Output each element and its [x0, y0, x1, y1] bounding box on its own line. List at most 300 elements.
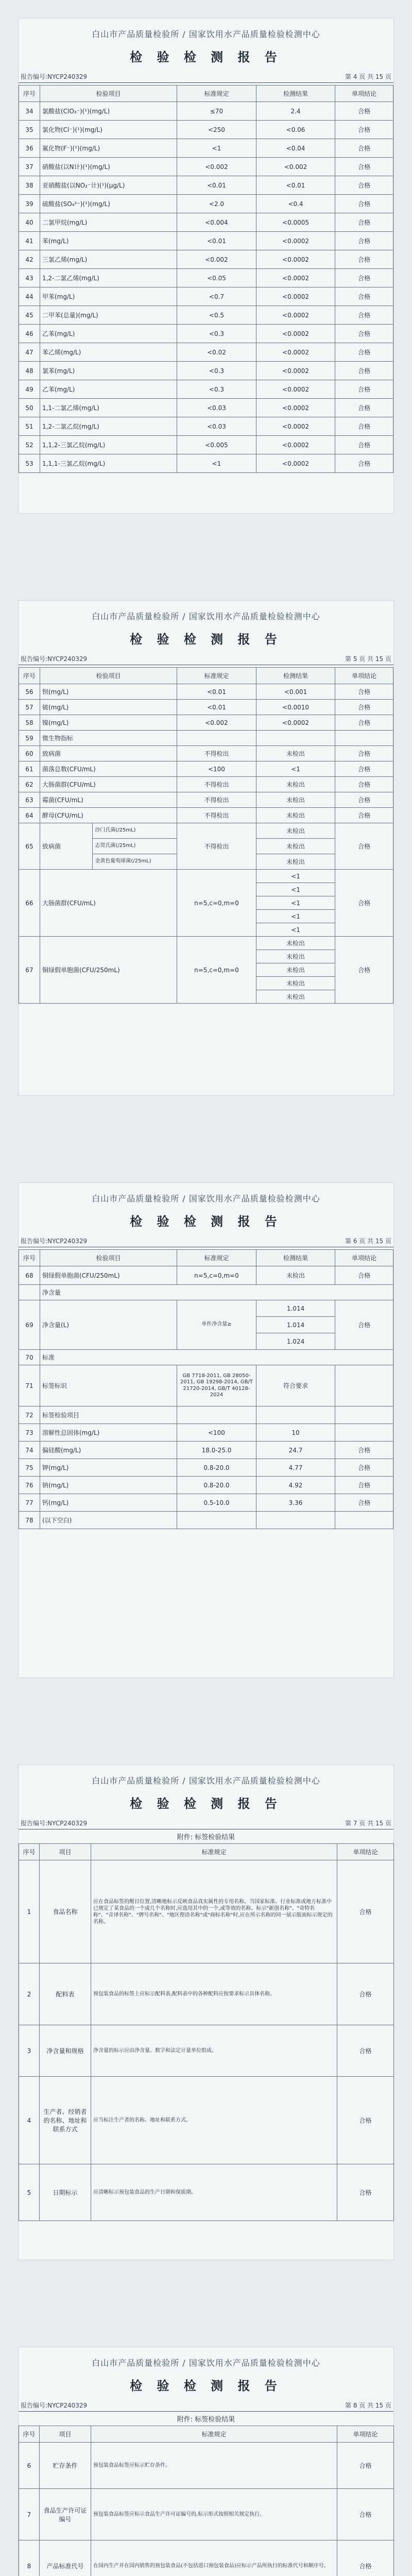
- row-judgement: 合格: [335, 195, 393, 213]
- table-row: [19, 306, 393, 325]
- row-judgement: 合格: [337, 2077, 394, 2164]
- table-row: [19, 195, 393, 213]
- row-no: 70: [19, 1350, 40, 1365]
- table-row: [19, 1963, 394, 2025]
- col-item: 检验项目: [40, 1250, 177, 1266]
- row-no: 8: [19, 2540, 40, 2576]
- row-judgement: 合格: [335, 700, 393, 715]
- row-item: 氯酸盐(ClO₃⁻)(¹)(mg/L): [40, 102, 177, 121]
- row-item: 净含量和规格: [40, 2025, 91, 2077]
- table-row: [19, 2025, 394, 2077]
- row-standard: 净含量的标示应由净含量、数字和法定计量单位组成。: [91, 2025, 337, 2077]
- row-item: 甲苯(mg/L): [40, 287, 177, 306]
- table-row: [19, 2443, 394, 2489]
- row-item: 产品标准代号: [40, 2540, 91, 2576]
- report-title: 检 验 检 测 报 告: [130, 632, 282, 647]
- row-result: 未检出: [256, 937, 335, 950]
- row-item: 酵母(CFU/mL): [40, 808, 177, 823]
- col-judgement: 单项结论: [337, 1844, 394, 1860]
- row-result: [256, 1406, 335, 1424]
- col-result: 检测结果: [256, 86, 335, 102]
- row-standard: n=5,c=0,m=0: [177, 1266, 256, 1285]
- row-item: 钙(mg/L): [40, 1494, 177, 1512]
- report-page-4: [19, 1765, 393, 2260]
- row-standard: 应清晰标示预包装食品的生产日期和保质期。: [91, 2164, 337, 2221]
- row-result: 未检出: [256, 963, 335, 977]
- agency-name: 白山市产品质量检验所 / 国家饮用水产品质量检验检测中心: [92, 2358, 320, 2368]
- row-judgement: 合格: [335, 792, 393, 808]
- section-label: 净含量: [40, 1285, 393, 1300]
- row-standard: ≤70: [177, 102, 256, 121]
- table-row: [19, 808, 393, 823]
- row-result: <0.0005: [256, 213, 335, 232]
- agency-name: 白山市产品质量检验所 / 国家饮用水产品质量检验检测中心: [92, 29, 320, 39]
- row-standard: <0.002: [177, 250, 256, 269]
- col-item: 检验项目: [40, 86, 177, 102]
- row-result: <0.0002: [256, 325, 335, 343]
- row-no: 56: [19, 684, 40, 700]
- row-judgement: [335, 1365, 393, 1406]
- table-row: [19, 325, 393, 343]
- row-item: 贮存条件: [40, 2443, 91, 2489]
- row-result: 未检出: [256, 823, 335, 839]
- row-standard: 不得检出: [177, 823, 256, 870]
- row-result: 10: [256, 1424, 335, 1442]
- page-info: 第 8 页 共 15 页: [345, 2402, 391, 2409]
- table-row: [19, 1860, 394, 1963]
- row-judgement: 合格: [335, 1459, 393, 1477]
- row-standard: 应当标注生产者的名称、地址和联系方式。: [91, 2077, 337, 2164]
- row-result: <0.0002: [256, 417, 335, 436]
- table-row: [19, 287, 393, 306]
- row-item: 铜绿假单胞菌(CFU/250mL): [40, 1266, 177, 1285]
- table-row: [19, 731, 393, 746]
- row-result: 符合要求: [256, 1365, 335, 1406]
- row-item: 霉菌(CFU/mL): [40, 792, 177, 808]
- row-standard: 预包装食品的标签上应标示配料表,配料表中的各种配料应按要求标示具体名称。: [91, 1963, 337, 2025]
- row-judgement: 合格: [335, 399, 393, 417]
- label-table: [19, 2426, 394, 2576]
- row-item: 亚硝酸盐(以NO₂⁻计)(¹)(μg/L): [40, 176, 177, 195]
- table-row: [19, 1424, 393, 1442]
- results-body: [19, 1266, 393, 1529]
- row-judgement: [335, 731, 393, 746]
- row-standard: 不得检出: [177, 792, 256, 808]
- row-judgement: 合格: [335, 1442, 393, 1459]
- col-judgement: 单项结论: [335, 86, 393, 102]
- table-row: [19, 937, 393, 950]
- row-no: 40: [19, 213, 40, 232]
- row-no: 45: [19, 306, 40, 325]
- row-standard: n=5,c=0,m=0: [177, 937, 256, 1004]
- col-no: 序号: [19, 86, 40, 102]
- row-judgement: 合格: [335, 325, 393, 343]
- label-body: [19, 2443, 394, 2576]
- table-row: [19, 761, 393, 777]
- table-row: [19, 1512, 393, 1529]
- row-no: 74: [19, 1442, 40, 1459]
- row-item: 镍(mg/L): [40, 715, 177, 731]
- row-standard: <100: [177, 761, 256, 777]
- row-standard: [177, 1406, 256, 1424]
- row-standard: <0.5: [177, 306, 256, 325]
- row-standard: <0.004: [177, 213, 256, 232]
- page-info: 第 4 页 共 15 页: [345, 73, 391, 80]
- row-no: 5: [19, 2164, 40, 2221]
- row-item: 标签检验项目: [40, 1406, 177, 1424]
- table-row: [19, 158, 393, 176]
- row-result: <1: [256, 883, 335, 896]
- table-row: [19, 2077, 394, 2164]
- table-row: [19, 454, 393, 473]
- annex-subtitle: 附件: 标签检验结果: [177, 2416, 235, 2424]
- row-no: 78: [19, 1512, 40, 1529]
- row-no: 35: [19, 121, 40, 139]
- row-standard: n=5,c=0,m=0: [177, 870, 256, 937]
- row-no: 47: [19, 343, 40, 362]
- col-standard: 标准规定: [91, 1844, 337, 1860]
- row-result: <1: [256, 910, 335, 923]
- row-standard: 在国内生产并在国内销售的预包装食品(不包括进口预包装食品)应标示产品所执行的标准代号和顺序号。: [91, 2540, 337, 2576]
- row-no: 77: [19, 1494, 40, 1512]
- row-item: 1,1-二氯乙烯(mg/L): [40, 399, 177, 417]
- col-standard: 标准规定: [91, 2426, 337, 2443]
- row-judgement: 合格: [335, 1300, 393, 1350]
- table-row: [19, 700, 393, 715]
- row-result: 未检出: [256, 746, 335, 761]
- col-no: 序号: [19, 1844, 40, 1860]
- row-judgement: 合格: [335, 761, 393, 777]
- row-item: 苯乙烯(mg/L): [40, 343, 177, 362]
- row-no: 59: [19, 731, 40, 746]
- row-result: <0.04: [256, 139, 335, 158]
- row-standard: 不得检出: [177, 808, 256, 823]
- row-result: 3.36: [256, 1494, 335, 1512]
- row-no: 60: [19, 746, 40, 761]
- row-item: 二甲苯(总量)(mg/L): [40, 306, 177, 325]
- row-no: 63: [19, 792, 40, 808]
- row-standard: <0.03: [177, 399, 256, 417]
- row-judgement: 合格: [337, 2164, 394, 2221]
- table-row: [19, 2540, 394, 2576]
- row-standard: GB 7718-2011, GB 28050-2011, GB 19298-2014, GB/T 21720-2014, GB/T 40128-2024: [177, 1365, 256, 1406]
- row-no: [19, 1285, 40, 1300]
- row-item: 菌落总数(CFU/mL): [40, 761, 177, 777]
- row-standard: <0.05: [177, 269, 256, 287]
- row-item: 标签标识: [40, 1365, 177, 1406]
- table-row: [19, 1266, 393, 1285]
- col-standard: 标准规定: [177, 1250, 256, 1266]
- row-standard: 单件净含量≥: [177, 1300, 256, 1350]
- row-judgement: 合格: [335, 777, 393, 792]
- row-result: <0.002: [256, 158, 335, 176]
- results-table: [19, 667, 393, 1004]
- table-row: [19, 1459, 393, 1477]
- row-standard: <0.02: [177, 343, 256, 362]
- table-row: [19, 102, 393, 121]
- col-judgement: 单项结论: [337, 2426, 394, 2443]
- table-row: [19, 343, 393, 362]
- row-standard: <0.005: [177, 436, 256, 454]
- row-result: 未检出: [256, 977, 335, 990]
- row-item: 1,2-二氯乙烷(mg/L): [40, 417, 177, 436]
- row-judgement: 合格: [335, 417, 393, 436]
- row-standard: <0.3: [177, 362, 256, 380]
- report-page-5: [19, 2347, 393, 2576]
- row-standard: <0.01: [177, 176, 256, 195]
- row-standard: <0.01: [177, 684, 256, 700]
- table-row: [19, 1494, 393, 1512]
- row-judgement: 合格: [335, 362, 393, 380]
- col-standard: 标准规定: [177, 86, 256, 102]
- page-info: 第 7 页 共 15 页: [345, 1820, 391, 1827]
- col-item: 检验项目: [40, 668, 177, 684]
- row-standard: 预包装食品标签应标示贮存条件。: [91, 2443, 337, 2489]
- table-row: [19, 139, 393, 158]
- row-result: [256, 731, 335, 746]
- row-result: 未检出: [256, 1266, 335, 1285]
- row-subitem: 志贺氏菌(/25mL): [93, 839, 177, 854]
- table-row: [19, 1300, 393, 1317]
- row-standard: 0.8-20.0: [177, 1459, 256, 1477]
- col-no: 序号: [19, 668, 40, 684]
- row-no: 6: [19, 2443, 40, 2489]
- row-no: 44: [19, 287, 40, 306]
- row-item: 硫酸盐(SO₄²⁻)(¹)(mg/L): [40, 195, 177, 213]
- row-no: 2: [19, 1963, 40, 2025]
- table-row: [19, 1365, 393, 1406]
- col-judgement: 单项结论: [335, 668, 393, 684]
- agency-name: 白山市产品质量检验所 / 国家饮用水产品质量检验检测中心: [92, 1194, 320, 1204]
- row-standard: <1: [177, 139, 256, 158]
- row-judgement: 合格: [337, 1860, 394, 1963]
- row-result: 2.4: [256, 102, 335, 121]
- table-row: [19, 269, 393, 287]
- table-row: [19, 399, 393, 417]
- row-no: 58: [19, 715, 40, 731]
- row-judgement: 合格: [335, 158, 393, 176]
- table-row: [19, 250, 393, 269]
- row-result: 未检出: [256, 950, 335, 963]
- row-judgement: 合格: [335, 1477, 393, 1494]
- row-item: 铍(mg/L): [40, 700, 177, 715]
- row-judgement: 合格: [335, 937, 393, 1004]
- row-no: 76: [19, 1477, 40, 1494]
- table-row: [19, 232, 393, 250]
- row-result: <0.0002: [256, 269, 335, 287]
- table-row: [19, 213, 393, 232]
- row-standard: <2.0: [177, 195, 256, 213]
- row-no: 7: [19, 2489, 40, 2540]
- row-item: 乙苯(mg/L): [40, 325, 177, 343]
- report-meta: [19, 1236, 393, 1247]
- row-item: 生产者、经销者的名称、地址和联系方式: [40, 2077, 91, 2164]
- row-standard: <1: [177, 454, 256, 473]
- row-result: <0.001: [256, 684, 335, 700]
- row-subitem: 金黄色葡萄球菌(/25mL): [93, 854, 177, 870]
- row-item: 1,1,1-三氯乙烷(mg/L): [40, 454, 177, 473]
- row-no: 64: [19, 808, 40, 823]
- row-item: 氯化物(Cl⁻)(¹)(mg/L): [40, 121, 177, 139]
- row-result: <0.0002: [256, 715, 335, 731]
- row-item: 氟化物(F⁻)(¹)(mg/L): [40, 139, 177, 158]
- row-item: 氯苯(mg/L): [40, 362, 177, 380]
- annex-subtitle: 附件: 标签检验结果: [177, 1834, 235, 1841]
- row-item: 净含量(L): [40, 1300, 177, 1350]
- row-judgement: 合格: [335, 102, 393, 121]
- row-item: 钾(mg/L): [40, 1459, 177, 1477]
- row-judgement: 合格: [335, 746, 393, 761]
- row-standard: 不得检出: [177, 746, 256, 761]
- row-no: 43: [19, 269, 40, 287]
- row-item: 苯(mg/L): [40, 232, 177, 250]
- results-body: [19, 684, 393, 1004]
- row-item: 硝酸盐(以N计)(¹)(mg/L): [40, 158, 177, 176]
- row-no: 50: [19, 399, 40, 417]
- table-row: [19, 1477, 393, 1494]
- row-item: 食品名称: [40, 1860, 91, 1963]
- table-row: [19, 436, 393, 454]
- row-item: 偏硅酸(mg/L): [40, 1442, 177, 1459]
- row-item: 钠(mg/L): [40, 1477, 177, 1494]
- row-item: 大肠菌群(CFU/mL): [40, 777, 177, 792]
- row-standard: [177, 731, 256, 746]
- row-no: 71: [19, 1365, 40, 1406]
- row-no: 42: [19, 250, 40, 269]
- results-body: [19, 102, 393, 473]
- table-row: [19, 715, 393, 731]
- report-title: 检 验 检 测 报 告: [130, 1796, 282, 1811]
- col-item: 项目: [40, 2426, 91, 2443]
- agency-name: 白山市产品质量检验所 / 国家饮用水产品质量检验检测中心: [92, 612, 320, 621]
- row-result: <0.0002: [256, 362, 335, 380]
- row-standard: <0.3: [177, 325, 256, 343]
- row-standard: <0.01: [177, 700, 256, 715]
- report-number: 报告编号:NYCP240329: [21, 1238, 88, 1245]
- row-result: <0.4: [256, 195, 335, 213]
- col-judgement: 单项结论: [335, 1250, 393, 1266]
- row-standard: <0.03: [177, 417, 256, 436]
- row-no: 41: [19, 232, 40, 250]
- row-no: 62: [19, 777, 40, 792]
- table-row: [19, 777, 393, 792]
- row-result: 未检出: [256, 839, 335, 854]
- row-result: <0.0002: [256, 436, 335, 454]
- results-table: [19, 1249, 393, 1529]
- row-no: 37: [19, 158, 40, 176]
- row-standard: 不得检出: [177, 777, 256, 792]
- row-judgement: 合格: [335, 1266, 393, 1285]
- row-standard: 预包装食品标签应标示食品生产许可证编号的,标示形式按照相关规定执行。: [91, 2489, 337, 2540]
- row-result: [256, 1512, 335, 1529]
- row-result: <0.0002: [256, 287, 335, 306]
- row-judgement: 合格: [335, 380, 393, 399]
- report-meta: [19, 72, 393, 83]
- row-standard: <0.002: [177, 715, 256, 731]
- row-no: 53: [19, 454, 40, 473]
- row-no: 4: [19, 2077, 40, 2164]
- report-page-3: [19, 1183, 393, 1677]
- row-no: 72: [19, 1406, 40, 1424]
- row-item: 铜绿假单胞菌(CFU/250mL): [40, 937, 177, 1004]
- row-judgement: [335, 1424, 393, 1442]
- report-number: 报告编号:NYCP240329: [21, 73, 88, 80]
- page-info: 第 5 页 共 15 页: [345, 655, 391, 663]
- col-result: 检测结果: [256, 668, 335, 684]
- row-judgement: 合格: [335, 306, 393, 325]
- table-row: [19, 870, 393, 883]
- col-standard: 标准规定: [177, 668, 256, 684]
- table-row: [19, 823, 393, 839]
- row-item: 1,1,2-三氯乙烷(mg/L): [40, 436, 177, 454]
- row-no: 36: [19, 139, 40, 158]
- row-item: 大肠菌群(CFU/mL): [40, 870, 177, 937]
- row-result: 未检出: [256, 990, 335, 1004]
- row-no: 73: [19, 1424, 40, 1442]
- table-row: [19, 176, 393, 195]
- row-result: 24.7: [256, 1442, 335, 1459]
- row-result: <1: [256, 870, 335, 883]
- row-result: 1.014: [256, 1317, 335, 1333]
- row-standard: <0.3: [177, 380, 256, 399]
- row-standard: <0.002: [177, 158, 256, 176]
- row-result: <0.01: [256, 176, 335, 195]
- row-judgement: 合格: [335, 684, 393, 700]
- row-no: 61: [19, 761, 40, 777]
- row-judgement: 合格: [335, 823, 393, 870]
- row-judgement: 合格: [337, 2443, 394, 2489]
- row-item: 标准: [40, 1350, 393, 1365]
- row-no: 52: [19, 436, 40, 454]
- table-row: [19, 684, 393, 700]
- table-row: [19, 2489, 394, 2540]
- row-judgement: 合格: [335, 454, 393, 473]
- row-result: 1.014: [256, 1300, 335, 1317]
- row-judgement: 合格: [335, 436, 393, 454]
- row-judgement: 合格: [337, 2489, 394, 2540]
- row-judgement: 合格: [335, 250, 393, 269]
- row-standard: [177, 1512, 256, 1529]
- row-no: 1: [19, 1860, 40, 1963]
- row-judgement: 合格: [335, 232, 393, 250]
- report-number: 报告编号:NYCP240329: [21, 2402, 88, 2409]
- row-item: 三氯乙烯(mg/L): [40, 250, 177, 269]
- row-result: 未检出: [256, 792, 335, 808]
- table-row: [19, 121, 393, 139]
- row-no: 66: [19, 870, 40, 937]
- row-result: <0.0002: [256, 306, 335, 325]
- row-no: 57: [19, 700, 40, 715]
- report-meta: [19, 2401, 393, 2412]
- row-judgement: 合格: [335, 343, 393, 362]
- row-judgement: 合格: [335, 213, 393, 232]
- report-page-1: [19, 19, 393, 513]
- row-standard: <250: [177, 121, 256, 139]
- report-meta: [19, 654, 393, 665]
- row-result: <1: [256, 896, 335, 910]
- col-result: 检测结果: [256, 1250, 335, 1266]
- row-standard: 应在食品标签的醒目位置,清晰地标示反映食品真实属性的专用名称。当国家标准、行业标准或地方标准中已规定了某食品的一个或几个名称时,应选用其中的一个,或等效的名称。标示"新创名称"、"奇特名称"、"音译名称"、"牌号名称"、"地区俚语名称"或"商标名称"时,应在所示名称的同一展示版面标示规定的名称。: [91, 1860, 337, 1963]
- row-result: 4.77: [256, 1459, 335, 1477]
- row-item: 致病菌: [40, 746, 177, 761]
- row-judgement: [335, 1512, 393, 1529]
- row-standard: 18.0-25.0: [177, 1442, 256, 1459]
- report-number: 报告编号:NYCP240329: [21, 655, 88, 663]
- row-result: <0.0002: [256, 399, 335, 417]
- table-row: [19, 1350, 393, 1365]
- row-item: 钡(mg/L): [40, 684, 177, 700]
- row-judgement: [335, 1406, 393, 1424]
